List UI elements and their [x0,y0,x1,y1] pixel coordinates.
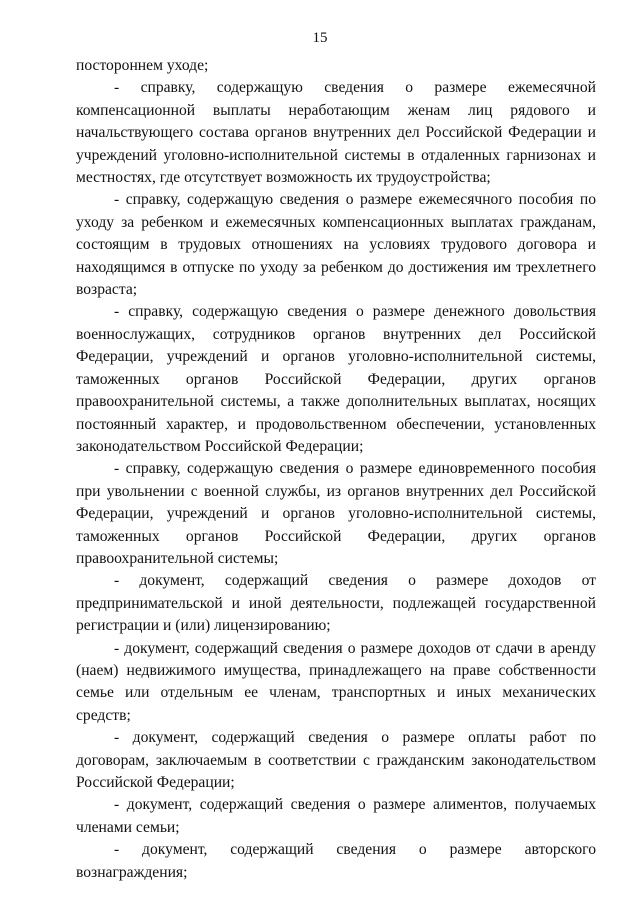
paragraph-8: - документ, содержащий сведения о размере оплаты работ по договорам, заключаемым в соответствии с гражданским законодательством Российской Федерации; [76,729,596,791]
paragraph-5: - справку, содержащую сведения о размере единовременного пособия при увольнении с военной службы, из органов внутренних дел Российской Федерации, учреждений и органов уголовно-исполнительной системы, таможенных органов Российской Федерации, других органов правоохранительной системы; [76,460,596,567]
paragraph-10: - документ, содержащий сведения о размере авторского вознаграждения; [76,841,596,881]
paragraph-9: - документ, содержащий сведения о размере алиментов, получаемых членами семьи; [76,796,596,836]
page-number: 15 [312,30,328,46]
paragraph-7: - документ, содержащий сведения о размере доходов от сдачи в аренду (наем) недвижимого имущества, принадлежащего на праве собственности семье или отдельным ее членам, транспортных и иных механических средств; [76,639,596,724]
paragraph-6: - документ, содержащий сведения о размере доходов от предпринимательской и иной деятельности, подлежащей государственной регистрации и (или) лицензированию; [76,572,596,635]
paragraph-4: - справку, содержащую сведения о размере денежного довольствия военнослужащих, сотрудников органов внутренних дел Российской Федерации, учреждений и органов уголовно-исполнительной системы, таможенных органов Российской Федерации, других органов правоохранительной системы, а также дополнительных выплатах, носящих постоянный характер, и продовольственном обеспечении, установленных законодательством Российской Федерации; [76,303,596,455]
document-body [76,55,596,884]
paragraph-2: - справку, содержащую сведения о размере ежемесячной компенсационной выплаты неработающим женам лиц рядового и начальствующего состава органов внутренних дел Российской Федерации и учреждений уголовно-исполнительной системы в отдаленных гарнизонах и местностях, где отсутствует возможность их трудоустройства; [76,79,596,187]
paragraph-1: постороннем уходе; [76,57,209,74]
paragraph-3: - справку, содержащую сведения о размере ежемесячного пособия по уходу за ребенком и ежемесячных компенсационных выплатах гражданам, состоящим в трудовых отношениях на условиях трудового договора и находящимся в отпуске по уходу за ребенком до достижения им трехлетнего возраста; [76,191,596,299]
